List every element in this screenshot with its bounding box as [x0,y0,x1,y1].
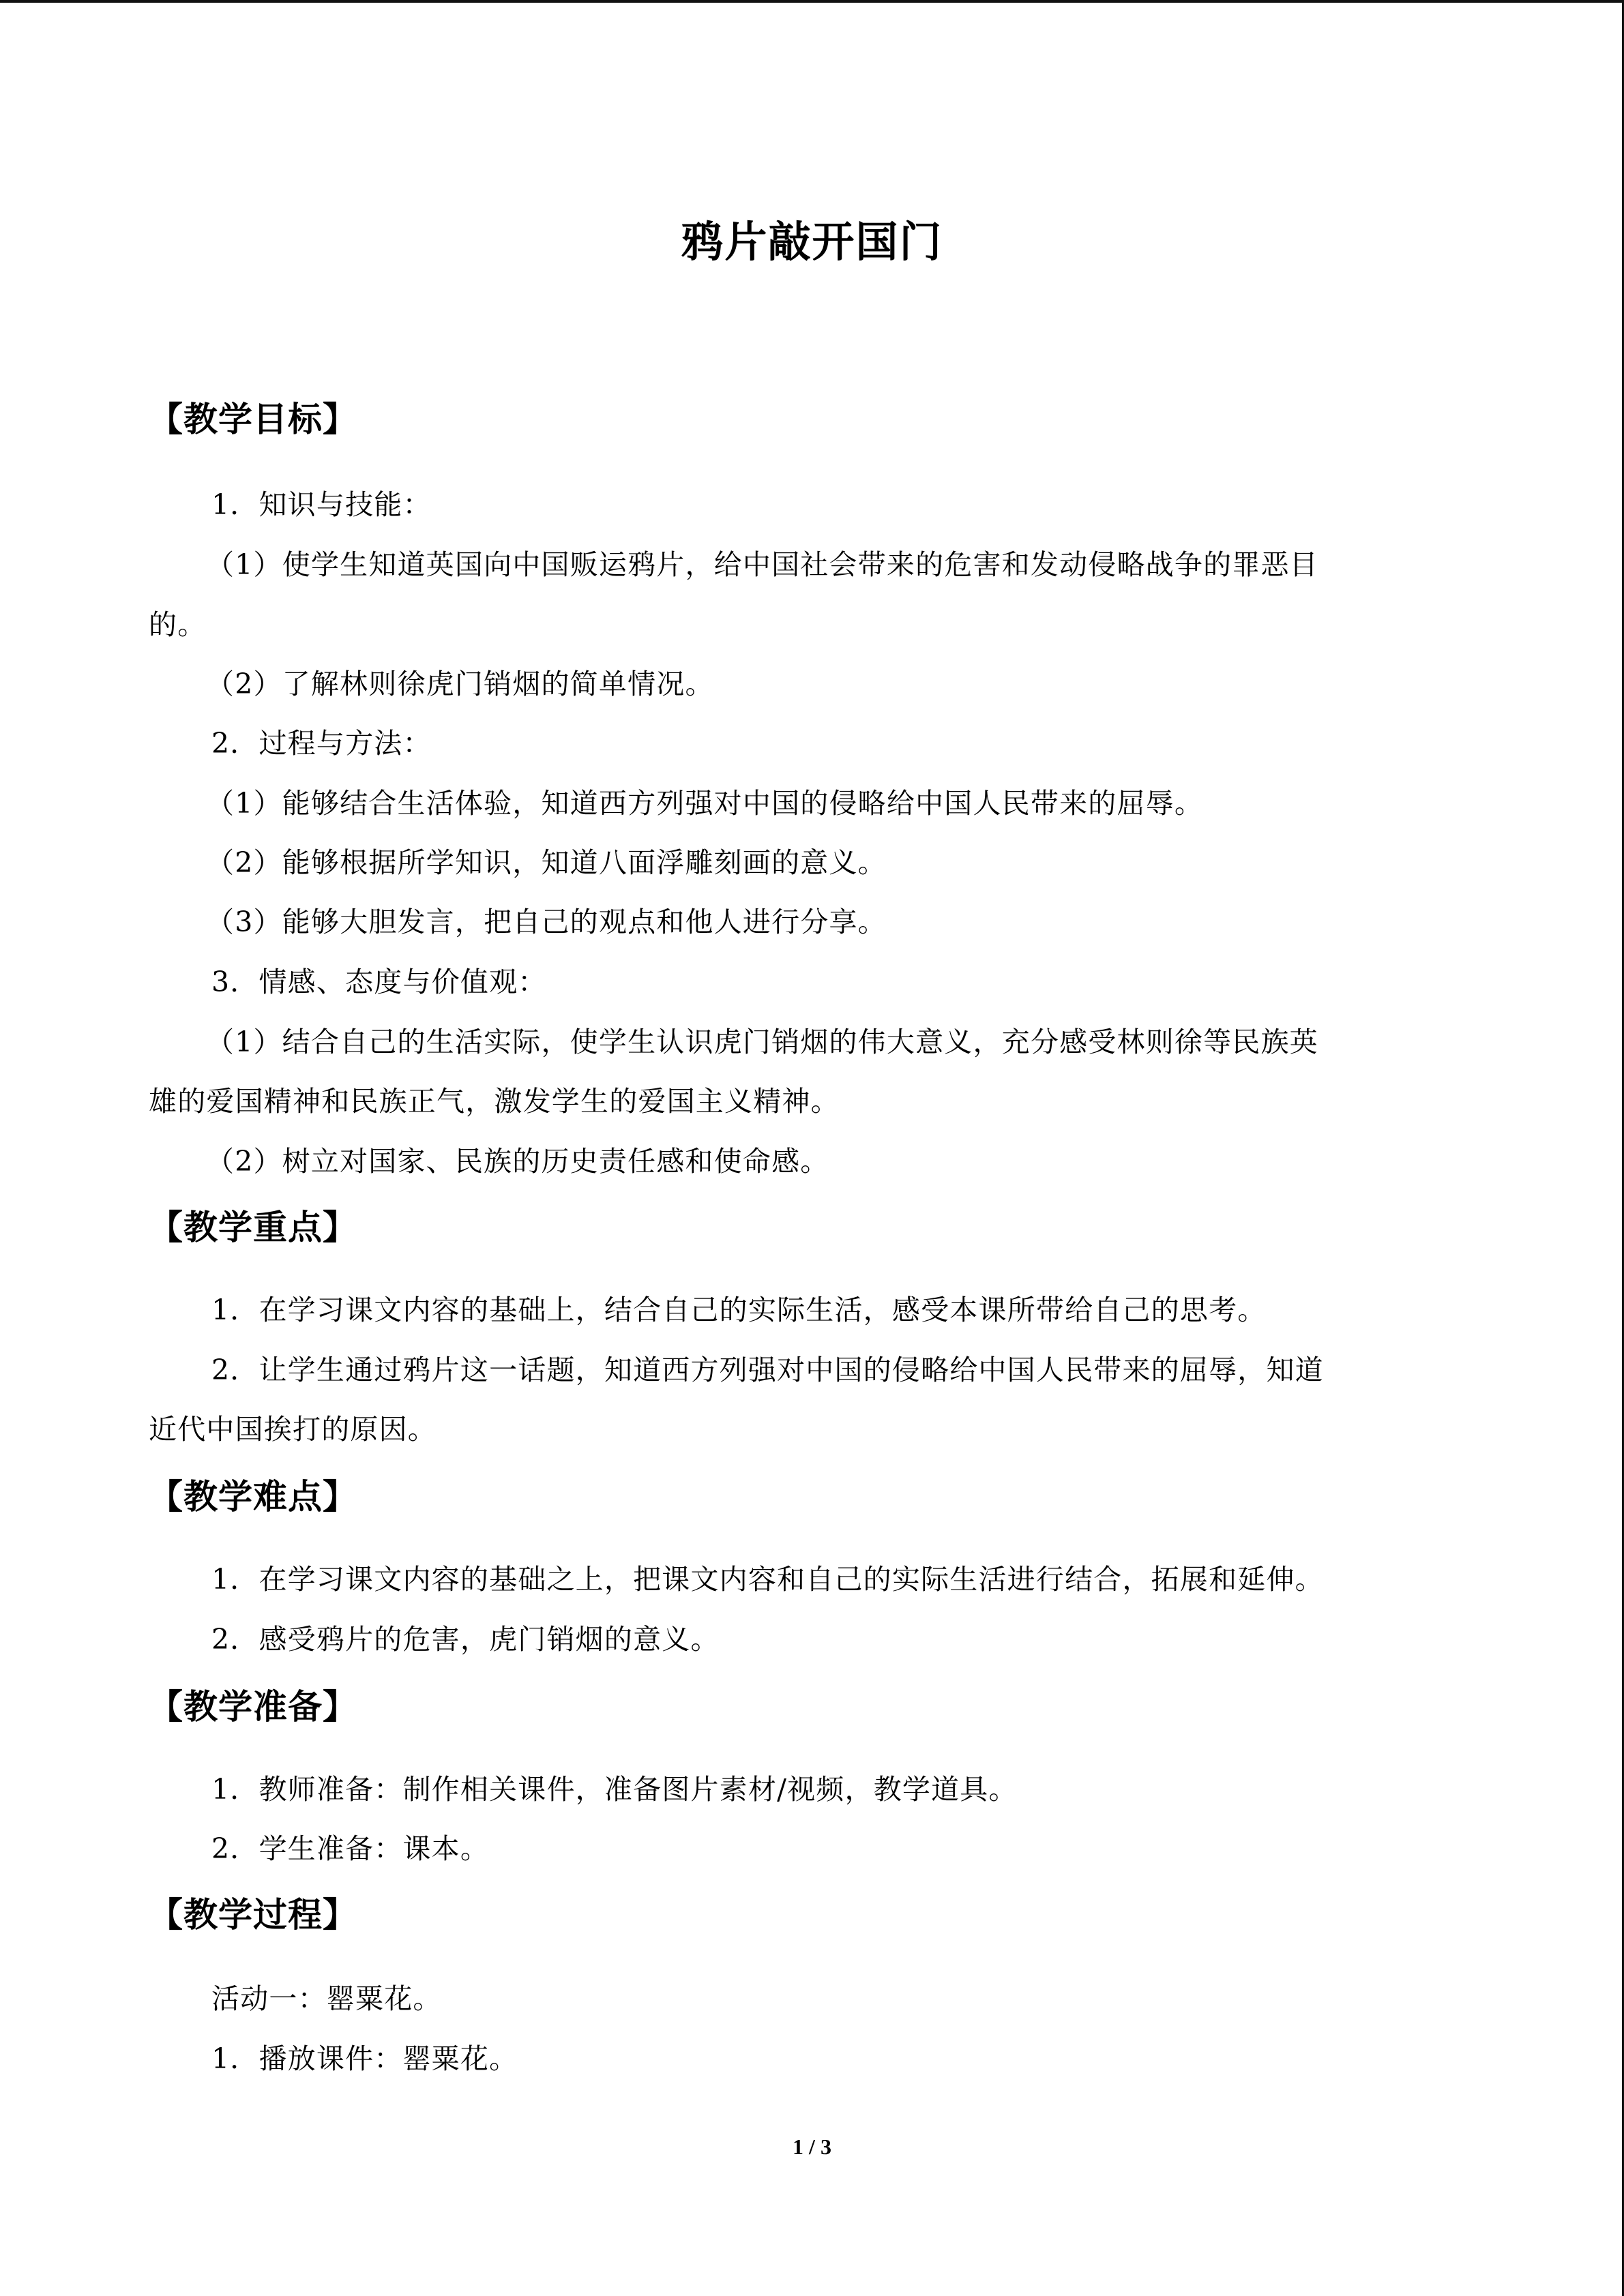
page-number: 1 / 3 [793,2134,831,2159]
heading-teaching-objectives: 【教学目标】 [149,399,357,439]
objective-line: （2）树立对国家、民族的历史责任感和使命感。 [206,1145,829,1178]
document-title: 鸦片敲开国门 [681,217,943,267]
heading-key-points: 【教学重点】 [149,1207,357,1247]
preparation-line: 2．学生准备：课本。 [211,1832,490,1865]
preparation-line: 1．教师准备：制作相关课件，准备图片素材/视频，教学道具。 [211,1773,1018,1806]
heading-preparation: 【教学准备】 [149,1686,357,1727]
objective-line-wrap: 雄的爱国精神和民族正气，激发学生的爱国主义精神。 [149,1085,840,1118]
objective-line: （2）能够根据所学知识，知道八面浮雕刻画的意义。 [206,846,887,879]
process-line: 活动一：罂粟花。 [211,1982,442,2015]
objective-line: （3）能够大胆发言，把自己的观点和他人进行分享。 [206,906,887,938]
objective-line-wrap: 的。 [149,608,207,641]
difficulty-line: 1．在学习课文内容的基础之上，把课文内容和自己的实际生活进行结合，拓展和延伸。 [211,1563,1324,1596]
heading-difficulties: 【教学难点】 [149,1476,357,1517]
objective-line: 3．情感、态度与价值观： [211,966,547,998]
key-point-line: 2．让学生通过鸦片这一话题，知道西方列强对中国的侵略给中国人民带来的屈辱，知道 [211,1354,1324,1386]
key-point-line: 1．在学习课文内容的基础上，结合自己的实际生活，感受本课所带给自己的思考。 [211,1294,1267,1326]
page-top-border [0,0,1624,3]
objective-line: （1）能够结合生活体验，知道西方列强对中国的侵略给中国人民带来的屈辱。 [206,787,1204,820]
objective-line: （1）使学生知道英国向中国贩运鸦片，给中国社会带来的危害和发动侵略战争的罪恶目 [206,548,1318,581]
key-point-line-wrap: 近代中国挨打的原因。 [149,1413,437,1446]
process-line: 1．播放课件：罂粟花。 [211,2042,518,2075]
difficulty-line: 2．感受鸦片的危害，虎门销烟的意义。 [211,1623,720,1656]
objective-line: 2．过程与方法： [211,727,432,760]
objective-line: （2）了解林则徐虎门销烟的简单情况。 [206,668,714,700]
heading-process: 【教学过程】 [149,1894,357,1935]
objective-line: （1）结合自己的生活实际，使学生认识虎门销烟的伟大意义，充分感受林则徐等民族英 [206,1026,1318,1058]
objective-line: 1．知识与技能： [211,488,432,521]
